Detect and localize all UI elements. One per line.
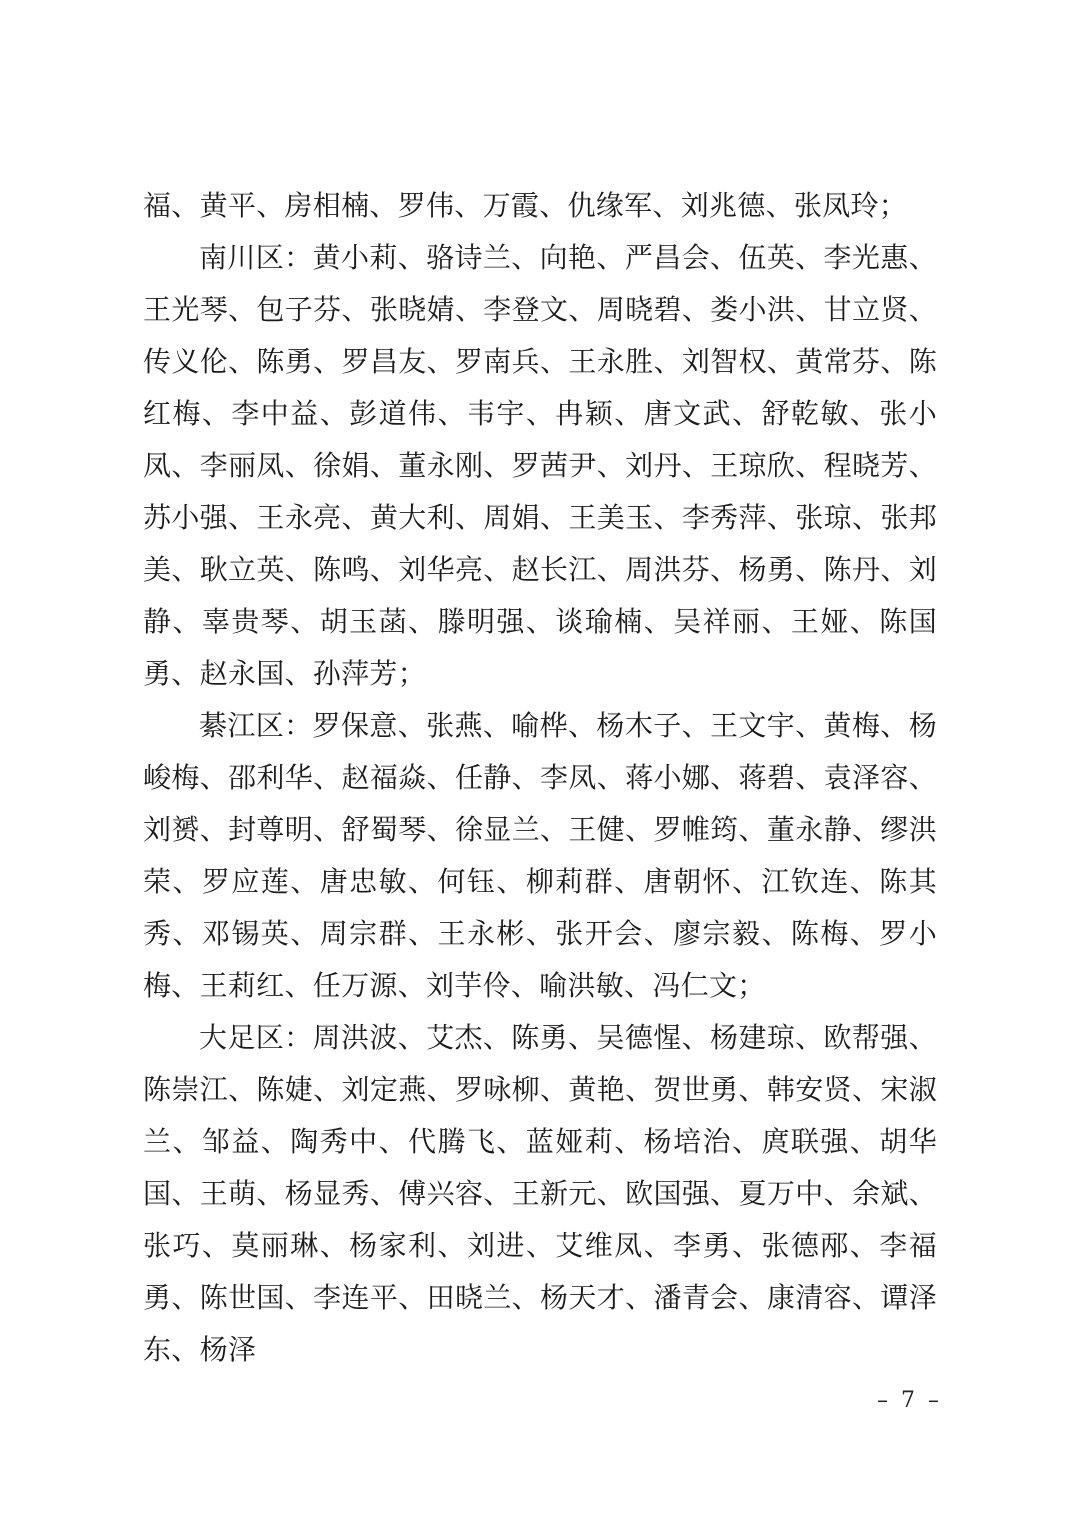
continuation-paragraph: 福、黄平、房相楠、罗伟、万霞、仇缘军、刘兆德、张凤玲； (143, 189, 908, 222)
page-number: – 7 – (877, 1388, 942, 1413)
document-body (143, 180, 937, 1376)
dazu-district-paragraph: 大足区：周洪波、艾杰、陈勇、吴德惺、杨建琼、欧帮强、陈崇江、陈婕、刘定燕、罗咏柳、黄艳、贺世勇、韩安贤、宋淑兰、邹益、陶秀中、代腾飞、蓝娅莉、杨培治、庹联强、胡华国、王萌、杨显秀、傅兴容、王新元、欧国强、夏万中、余斌、张巧、莫丽琳、杨家利、刘进、艾维凤、李勇、张德邴、李福勇、陈世国、李连平、田晓兰、杨天才、潘青会、康清容、谭泽东、杨泽 (143, 1021, 937, 1366)
nanchuan-district-paragraph: 南川区：黄小莉、骆诗兰、向艳、严昌会、伍英、李光惠、王光琴、包子芬、张晓婧、李登文、周晓碧、娄小洪、甘立贤、传义伦、陈勇、罗昌友、罗南兵、王永胜、刘智权、黄常芬、陈红梅、李中益、彭道伟、韦宇、冉颖、唐文武、舒乾敏、张小凤、李丽凤、徐娟、董永刚、罗茜尹、刘丹、王琼欣、程晓芳、苏小强、王永亮、黄大利、周娟、王美玉、李秀萍、张琼、张邦美、耿立英、陈鸣、刘华亮、赵长江、周洪芬、杨勇、陈丹、刘静、辜贵琴、胡玉菡、滕明强、谈瑜楠、吴祥丽、王娅、陈国勇、赵永国、孙萍芳； (143, 241, 937, 690)
qijiang-district-paragraph: 綦江区：罗保意、张燕、喻桦、杨木子、王文宇、黄梅、杨峻梅、邵利华、赵福焱、任静、李凤、蒋小娜、蒋碧、袁泽容、刘赟、封尊明、舒蜀琴、徐显兰、王健、罗帷筠、董永静、缪洪荣、罗应莲、唐忠敏、何钰、柳莉群、唐朝怀、江钦连、陈其秀、邓锡英、周宗群、王永彬、张开会、廖宗毅、陈梅、罗小梅、王莉红、任万源、刘芋伶、喻洪敏、冯仁文； (143, 709, 937, 1002)
